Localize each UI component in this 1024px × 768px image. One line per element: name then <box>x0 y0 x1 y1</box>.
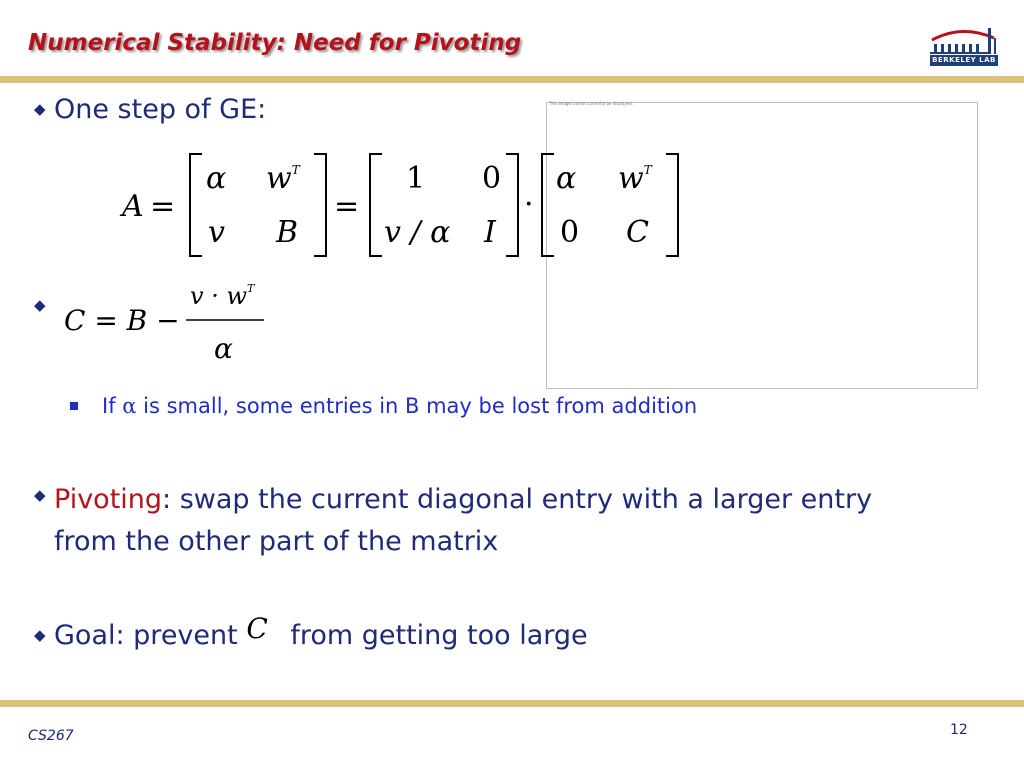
goal-C: C <box>246 612 268 645</box>
eq2-numerator: $v \cdot w^T$ <box>190 282 255 310</box>
square-bullet-icon <box>70 402 78 410</box>
subbullet-rest: is small, some entries in B may be lost from addition <box>143 394 698 418</box>
bullet-goal <box>54 612 588 651</box>
slide-title: Numerical Stability: Need for Pivoting <box>28 30 522 56</box>
page-number: 12 <box>950 722 968 738</box>
diamond-bullet-icon: ◆ <box>34 626 46 644</box>
footer-course: CS267 <box>28 728 74 744</box>
m3-zero: 0 <box>560 215 580 250</box>
m3-C: C <box>626 215 649 250</box>
m3-wT: $w^T$ <box>618 161 652 196</box>
m1-alpha: α <box>206 161 227 196</box>
m2-I: I <box>484 215 496 250</box>
logo-label: BERKELEY LAB <box>930 55 998 66</box>
eq-dot: · <box>524 187 534 222</box>
m1-v: v <box>208 215 225 250</box>
bullet-pivoting <box>54 479 934 563</box>
diamond-bullet-icon: ◆ <box>34 486 46 504</box>
subbullet-small-alpha <box>102 394 697 418</box>
eq-equals-2: = <box>334 189 360 224</box>
eq2-lhs: C = B − <box>64 304 180 337</box>
m3-alpha: α <box>556 161 577 196</box>
eq2-denominator: α <box>214 332 233 365</box>
diamond-bullet-icon: ◆ <box>34 100 46 118</box>
pivoting-description: : swap the current diagonal entry with a larger entry from the other part of the matrix <box>54 484 873 557</box>
image-placeholder-caption: This image cannot currently be displayed. <box>549 101 634 106</box>
m1-wT: $w^T$ <box>266 161 300 196</box>
eq-equals-1: = <box>150 189 176 224</box>
m1-B: B <box>276 215 299 250</box>
goal-suffix: from getting too large <box>290 620 588 651</box>
subbullet-prefix: If <box>102 394 116 418</box>
goal-prefix: Goal: prevent <box>54 620 238 651</box>
ge-step-equation <box>110 140 710 270</box>
subbullet-alpha: α <box>122 394 137 418</box>
schur-complement-equation <box>58 280 288 370</box>
diamond-bullet-icon: ◆ <box>34 296 46 314</box>
m2-one: 1 <box>406 161 426 196</box>
footer-divider <box>0 700 1024 707</box>
m2-v-over-alpha: v / α <box>384 215 451 250</box>
m2-zero: 0 <box>482 161 502 196</box>
header-divider <box>0 76 1024 83</box>
bullet-one-step: One step of GE: <box>54 94 267 125</box>
eq-lhs: A <box>122 189 144 224</box>
pivoting-term: Pivoting <box>54 484 163 515</box>
